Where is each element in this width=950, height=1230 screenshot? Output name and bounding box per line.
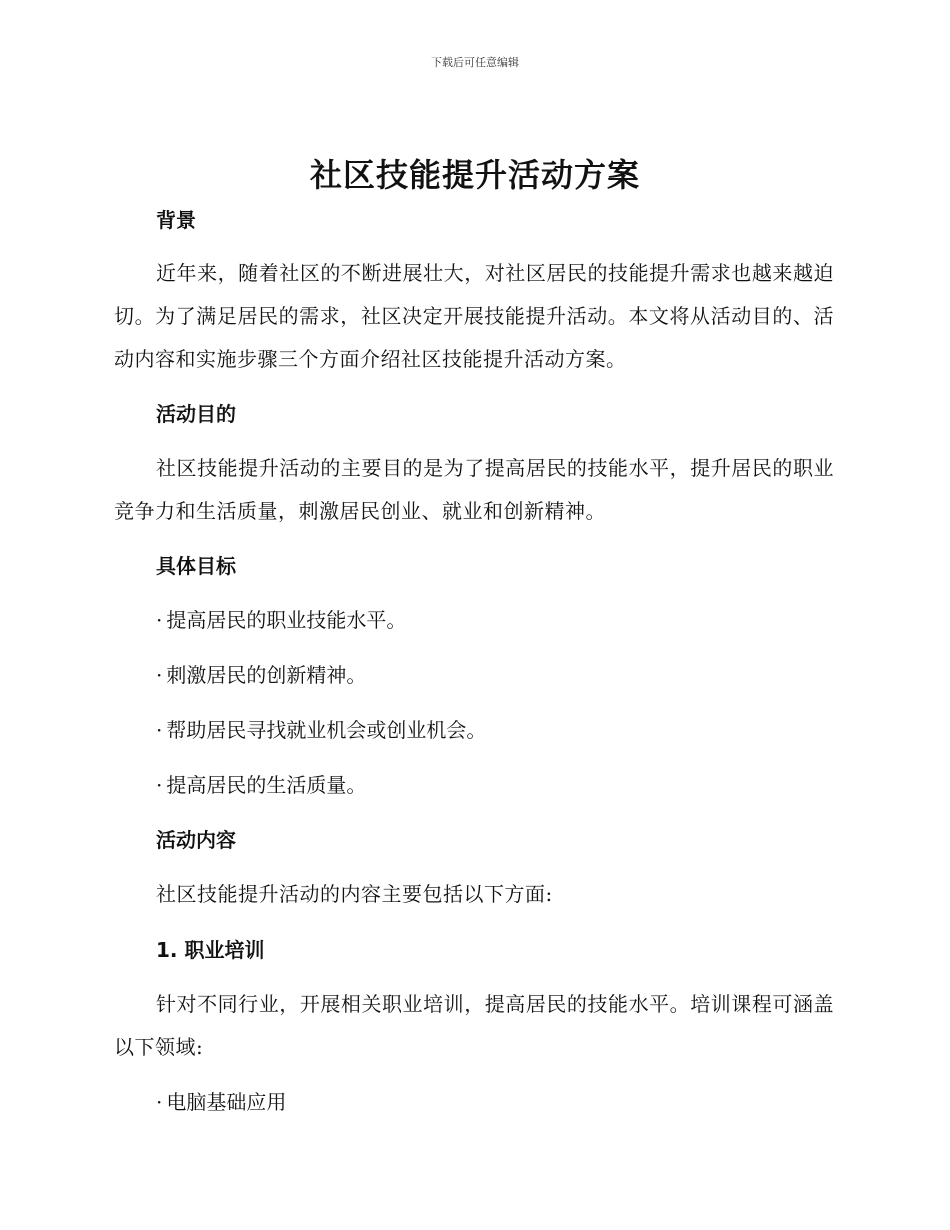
bullet-dot: · (156, 1090, 163, 1114)
bullet-dot: · (156, 718, 163, 742)
section-heading-content: 活动内容 (156, 828, 236, 852)
training-section (114, 936, 834, 964)
training-item (114, 1088, 834, 1116)
goal-text: 帮助居民寻找就业机会或创业机会。 (166, 718, 487, 742)
purpose-paragraph-block (114, 447, 834, 533)
goal-item (114, 771, 834, 799)
purpose-section (114, 400, 834, 428)
goal-text: 刺激居民的创新精神。 (166, 663, 367, 687)
training-item-text: 电脑基础应用 (166, 1090, 287, 1114)
goal-item (114, 606, 834, 634)
bullet-dot: · (156, 773, 163, 797)
section-heading-training: 1. 职业培训 (156, 938, 265, 962)
goals-section (114, 552, 834, 580)
content-section (114, 826, 834, 854)
goal-item (114, 661, 834, 689)
goal-item (114, 716, 834, 744)
training-paragraph: 针对不同行业，开展相关职业培训，提高居民的技能水平。培训课程可涵盖以下领域: (114, 992, 834, 1059)
bullet-dot: · (156, 608, 163, 632)
section-heading-purpose: 活动目的 (156, 402, 236, 426)
goal-text: 提高居民的生活质量。 (166, 773, 367, 797)
content-paragraph: 社区技能提升活动的内容主要包括以下方面: (156, 882, 553, 906)
purpose-paragraph: 社区技能提升活动的主要目的是为了提高居民的技能水平，提升居民的职业竞争力和生活质量，刺激居民创业、就业和创新精神。 (114, 456, 834, 523)
goal-text: 提高居民的职业技能水平。 (166, 608, 407, 632)
section-heading-background: 背景 (156, 208, 196, 232)
background-paragraph: 近年来，随着社区的不断进展壮大，对社区居民的技能提升需求也越来越迫切。为了满足居民的需求，社区决定开展技能提升活动。本文将从活动目的、活动内容和实施步骤三个方面介绍社区技能提升活动方案。 (114, 261, 834, 371)
section-heading-goals: 具体目标 (156, 554, 236, 578)
background-paragraph-block (114, 252, 834, 381)
content-paragraph-block (114, 873, 834, 916)
training-paragraph-block (114, 983, 834, 1069)
document-title: 社区技能提升活动方案 (309, 156, 640, 194)
bullet-dot: · (156, 663, 163, 687)
header-note: 下载后可任意编辑 (431, 56, 519, 69)
background-section (114, 206, 834, 234)
